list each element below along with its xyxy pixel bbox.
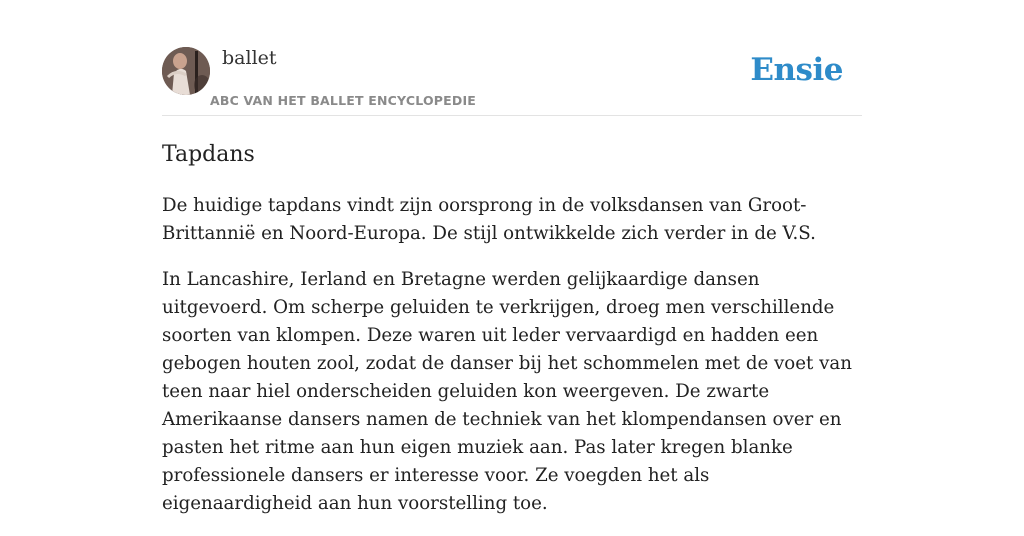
article-page: [162, 0, 862, 514]
article-paragraph: In Lancashire, Ierland en Bretagne werden gelijkaardige dansen uitgevoerd. Om scherpe geluiden te verkrijgen, droeg men verschillende soorten van klompen. Deze waren uit leder vervaardigd en hadden een gebogen houten zool, zodat de danser bij het schommelen met de voet van teen naar hiel onderscheiden geluiden kon weergeven. De zwarte Amerikaanse dansers namen de techniek van het klompendansen over en pasten het ritme aan hun eigen muziek aan. Pas later kregen blanke professionele dansers er interesse voor. Ze voegden het als eigenaardigheid aan hun voorstelling toe.: [162, 269, 852, 514]
dancer-avatar-icon[interactable]: [162, 47, 210, 95]
article-paragraph: De huidige tapdans vindt zijn oorsprong in de volksdansen van Groot-Brittannië en Noord-Europa. De stijl ontwikkelde zich verder in de V.S.: [162, 195, 816, 244]
header: [162, 0, 862, 116]
category-subtitle[interactable]: ABC VAN HET BALLET ENCYCLOPEDIE: [210, 93, 477, 108]
article-body: [162, 192, 862, 536]
category-name[interactable]: ballet: [222, 47, 277, 69]
ensie-logo[interactable]: Ensie: [750, 52, 843, 88]
article-title: Tapdans: [162, 142, 255, 167]
